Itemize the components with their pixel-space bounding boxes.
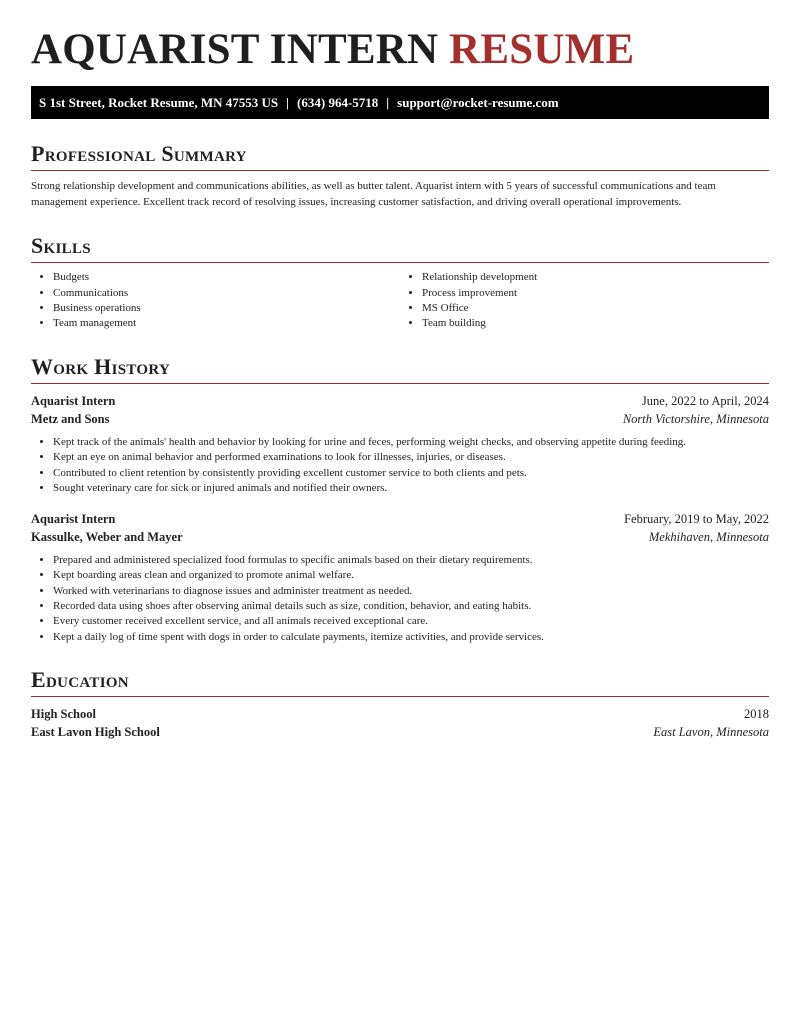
resume-title <box>31 0 769 71</box>
education-degree: High School <box>31 707 96 722</box>
education-year: 2018 <box>744 707 769 722</box>
contact-email: support@rocket-resume.com <box>397 94 559 110</box>
job-title: Aquarist Intern <box>31 393 116 408</box>
duty-item: • Kept boarding areas clean and organized to promote animal welfare. <box>53 568 769 583</box>
job-entry <box>31 510 769 645</box>
contact-address: S 1st Street, Rocket Resume, MN 47553 US <box>39 94 279 110</box>
duty-item: • Kept an eye on animal behavior and performed examinations to look for illnesses, injuries, or diseases. <box>53 450 769 465</box>
skill-item: • Process improvement <box>422 286 769 301</box>
contact-bar <box>31 86 769 119</box>
job-entry <box>31 392 769 496</box>
job-dates: February, 2019 to May, 2022 <box>624 512 769 527</box>
duty-item: • Kept a daily log of time spent with dogs in order to calculate payments, itemize activities, and provide services. <box>53 630 769 645</box>
skills-column-right <box>400 270 769 331</box>
contact-separator: | <box>386 94 390 110</box>
work-history-heading: Work History <box>31 354 769 384</box>
summary-heading: Professional Summary <box>31 141 769 171</box>
duty-item: • Worked with veterinarians to diagnose issues and administer treatment as needed. <box>53 584 769 599</box>
job-title: Aquarist Intern <box>31 512 116 527</box>
summary-text: Strong relationship development and communications abilities, as well as butter talent. Aquarist intern with 5 years of successful communications and team management experience. Excellent track record of resolving issues, increasing customer satisfaction, and driving overall operational improvements. <box>31 180 716 209</box>
duty-item: • Contributed to client retention by consistently providing excellent customer service to both clients and pets. <box>53 466 769 481</box>
duty-item: • Every customer received excellent service, and all animals received exceptional care. <box>53 614 769 629</box>
skill-item: • Business operations <box>53 301 400 316</box>
skills-list <box>31 270 769 331</box>
skills-column-left <box>31 270 400 331</box>
duty-item: • Kept track of the animals' health and behavior by looking for urine and feces, performing weight checks, and observing appetite during feeding. <box>53 435 769 450</box>
duty-item: • Sought veterinary care for sick or injured animals and notified their owners. <box>53 481 769 496</box>
skill-item: • Communications <box>53 286 400 301</box>
education-entry <box>31 705 769 741</box>
duty-item: • Recorded data using shoes after observing animal details such as size, condition, behavior, and eating habits. <box>53 599 769 614</box>
skills-heading: Skills <box>31 233 769 263</box>
education-location: East Lavon, Minnesota <box>653 725 769 740</box>
skill-item: • Team building <box>422 316 769 331</box>
title-accent: RESUME <box>449 26 635 73</box>
skill-item: • Budgets <box>53 270 400 285</box>
title-main: AQUARIST INTERN <box>31 26 439 73</box>
job-dates: June, 2022 to April, 2024 <box>641 393 769 408</box>
job-company: Kassulke, Weber and Mayer <box>31 530 183 545</box>
skill-item: • MS Office <box>422 301 769 316</box>
contact-phone: (634) 964-5718 <box>297 94 379 110</box>
job-duties <box>31 435 769 496</box>
contact-separator: | <box>286 94 290 110</box>
education-heading: Education <box>31 667 769 697</box>
job-location: North Victorshire, Minnesota <box>622 411 769 426</box>
job-duties <box>31 553 769 645</box>
education-school: East Lavon High School <box>31 725 160 740</box>
skill-item: • Relationship development <box>422 270 769 285</box>
job-location: Mekhihaven, Minnesota <box>648 530 769 545</box>
duty-item: • Prepared and administered specialized food formulas to specific animals based on their dietary requirements. <box>53 553 769 568</box>
job-company: Metz and Sons <box>31 411 110 426</box>
skill-item: • Team management <box>53 316 400 331</box>
